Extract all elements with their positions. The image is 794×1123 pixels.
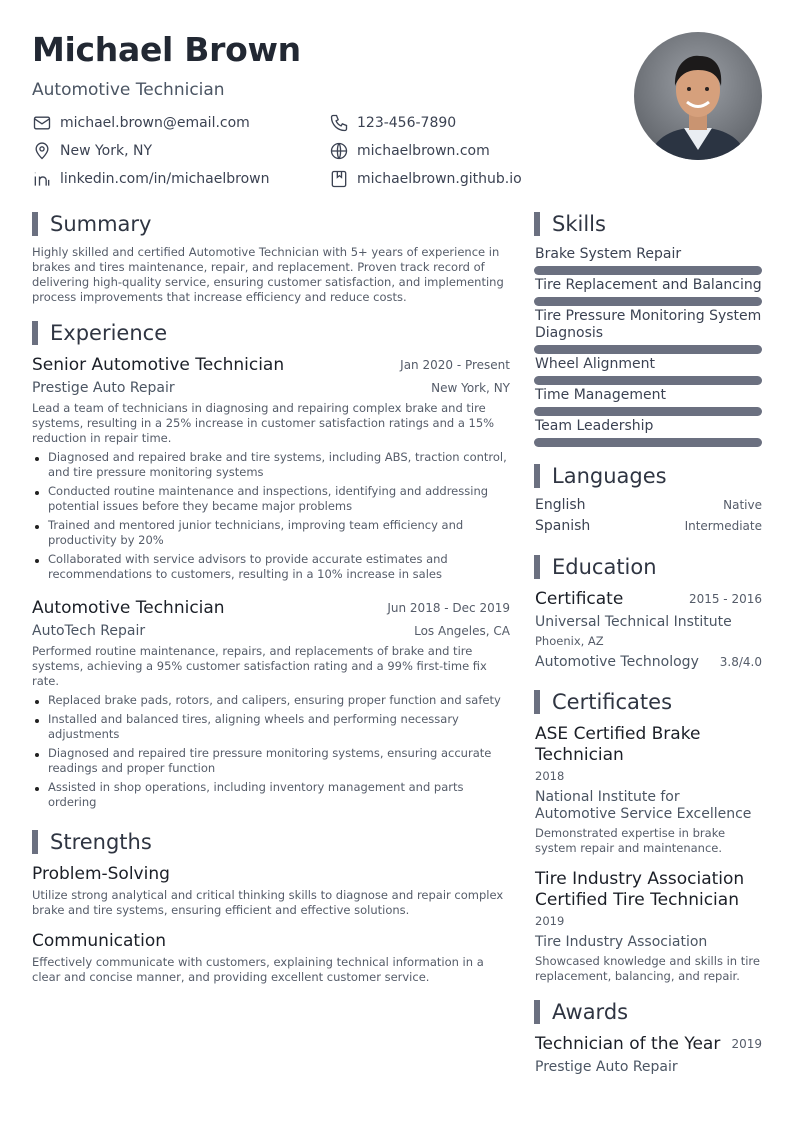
education-dates: 2015 - 2016 <box>688 592 762 606</box>
skill-bar <box>534 407 762 416</box>
contact-location-text: New York, NY <box>60 143 153 159</box>
candidate-name: Michael Brown <box>32 30 301 69</box>
job-title: Senior Automotive Technician <box>32 355 285 375</box>
language-row <box>535 518 762 534</box>
languages-heading <box>534 464 667 488</box>
certificates-heading <box>534 690 672 714</box>
job-bullet: Installed and balanced tires, aligning wheels and performing necessary adjustments <box>32 712 508 742</box>
job-bullet: Conducted routine maintenance and inspections, identifying and addressing potential issues before they became major problems <box>32 484 508 514</box>
skill-name: Wheel Alignment <box>535 356 656 372</box>
certificate-text: Demonstrated expertise in brake system repair and maintenance. <box>535 826 726 855</box>
skills-heading <box>534 212 606 236</box>
skill-name: Time Management <box>535 387 666 403</box>
skills-heading-text: Skills <box>552 212 606 236</box>
job-bullet: Diagnosed and repaired brake and tire systems, including ABS, traction control, and tire pressure monitoring systems <box>32 450 508 480</box>
phone-icon <box>329 113 349 133</box>
strengths-heading <box>32 830 152 854</box>
linkedin-icon <box>32 169 52 189</box>
summary-text: Highly skilled and certified Automotive Technician with 5+ years of experience in brakes and tires maintenance, repair, and replacement. Proven track record of delivering high-quality service, ensuring customer satisfaction, and implementing process improvements that increase efficiency and reduce costs. <box>32 245 504 304</box>
skill-name: Tire Pressure Monitoring System Diagnosis <box>535 308 762 341</box>
profile-photo <box>634 32 762 160</box>
education-location: Phoenix, AZ <box>535 634 604 648</box>
education-degree: Certificate <box>535 589 624 609</box>
skill-name: Brake System Repair <box>535 246 682 262</box>
job-location: Los Angeles, CA <box>414 624 510 638</box>
certificate-year: 2019 <box>535 914 565 928</box>
heading-accent-bar <box>32 212 38 236</box>
contact-website[interactable] <box>329 141 490 161</box>
awards-heading <box>534 1000 628 1024</box>
skill-bar <box>534 438 762 447</box>
certificate-title: Tire Industry Association Certified Tire Technician <box>535 869 745 910</box>
contact-linkedin[interactable] <box>32 169 269 189</box>
language-level: Intermediate <box>684 519 762 533</box>
awards-heading-text: Awards <box>552 1000 629 1024</box>
heading-accent-bar <box>32 830 38 854</box>
globe-icon <box>329 141 349 161</box>
job-company: Prestige Auto Repair <box>32 380 175 396</box>
job-bullet: Replaced brake pads, rotors, and calipers, ensuring proper function and safety <box>32 693 508 708</box>
award-year: 2019 <box>731 1037 762 1051</box>
heading-accent-bar <box>534 555 540 579</box>
summary-heading-text: Summary <box>50 212 152 236</box>
heading-accent-bar <box>534 690 540 714</box>
skill-name: Tire Replacement and Balancing <box>535 277 762 293</box>
candidate-role: Automotive Technician <box>32 80 225 100</box>
languages-heading-text: Languages <box>552 464 667 488</box>
heading-accent-bar <box>32 321 38 345</box>
contact-email[interactable] <box>32 113 250 133</box>
certificate-issuer: National Institute for Automotive Service Excellence <box>535 789 752 822</box>
strength-title: Communication <box>32 931 166 951</box>
heading-accent-bar <box>534 464 540 488</box>
language-level: Native <box>723 498 762 512</box>
job-dates: Jan 2020 - Present <box>400 358 510 372</box>
award-org: Prestige Auto Repair <box>535 1059 678 1075</box>
certificates-heading-text: Certificates <box>552 690 673 714</box>
education-field: Automotive Technology <box>535 654 699 670</box>
strengths-heading-text: Strengths <box>50 830 152 854</box>
contact-phone-text: 123-456-7890 <box>357 115 457 131</box>
job-company: AutoTech Repair <box>32 623 146 639</box>
email-icon <box>32 113 52 133</box>
location-icon <box>32 141 52 161</box>
bookmark-icon <box>329 169 349 189</box>
contact-website-text: michaelbrown.com <box>357 143 490 159</box>
job-description: Lead a team of technicians in diagnosing and repairing complex brake and tire systems, resulting in a 25% increase in customer satisfaction ratings and a 15% reduction in repair time. <box>32 401 495 445</box>
job-title: Automotive Technician <box>32 598 225 618</box>
certificate-year: 2018 <box>535 769 565 783</box>
experience-heading-text: Experience <box>50 321 168 345</box>
skill-bar <box>534 297 762 306</box>
language-name: Spanish <box>535 518 591 534</box>
skill-name: Team Leadership <box>535 418 654 434</box>
education-heading-text: Education <box>552 555 657 579</box>
job-bullet: Diagnosed and repaired tire pressure monitoring systems, ensuring accurate readings and proper function <box>32 746 508 776</box>
contact-github[interactable] <box>329 169 522 189</box>
language-name: English <box>535 497 586 513</box>
certificate-title: ASE Certified Brake Technician <box>535 724 701 765</box>
contact-phone[interactable] <box>329 113 456 133</box>
job-bullets <box>32 693 508 814</box>
job-bullet: Collaborated with service advisors to provide accurate estimates and recommendations to customers, resulting in a 10% increase in sales <box>32 552 508 582</box>
job-location: New York, NY <box>431 381 510 395</box>
job-bullet: Trained and mentored junior technicians, improving team efficiency and productivity by 20% <box>32 518 508 548</box>
strength-text: Effectively communicate with customers, explaining technical information in a clear and concise manner, and providing excellent customer service. <box>32 955 484 984</box>
strength-text: Utilize strong analytical and critical thinking skills to diagnose and repair complex brake and tire systems, ensuring efficient and effective solutions. <box>32 888 504 917</box>
heading-accent-bar <box>534 1000 540 1024</box>
job-bullets <box>32 450 508 586</box>
job-dates: Jun 2018 - Dec 2019 <box>387 601 510 615</box>
job-bullet: Assisted in shop operations, including inventory management and parts ordering <box>32 780 508 810</box>
certificate-issuer: Tire Industry Association <box>535 934 708 950</box>
certificate-text: Showcased knowledge and skills in tire replacement, balancing, and repair. <box>535 954 760 983</box>
education-school: Universal Technical Institute <box>535 614 732 630</box>
job-description: Performed routine maintenance, repairs, and replacements of brake and tire systems, achieving a 95% customer satisfaction rating and a 99% first-time fix rate. <box>32 644 487 688</box>
heading-accent-bar <box>534 212 540 236</box>
award-title: Technician of the Year <box>535 1034 721 1054</box>
contact-linkedin-text: linkedin.com/in/michaelbrown <box>60 171 270 187</box>
strength-title: Problem-Solving <box>32 864 170 884</box>
summary-heading <box>32 212 151 236</box>
contact-github-text: michaelbrown.github.io <box>357 171 522 187</box>
education-gpa: 3.8/4.0 <box>719 655 762 669</box>
language-row <box>535 497 762 513</box>
skill-bar <box>534 376 762 385</box>
contact-email-text: michael.brown@email.com <box>60 115 250 131</box>
contact-location <box>32 141 152 161</box>
experience-heading <box>32 321 167 345</box>
skill-bar <box>534 266 762 275</box>
education-heading <box>534 555 657 579</box>
skill-bar <box>534 345 762 354</box>
